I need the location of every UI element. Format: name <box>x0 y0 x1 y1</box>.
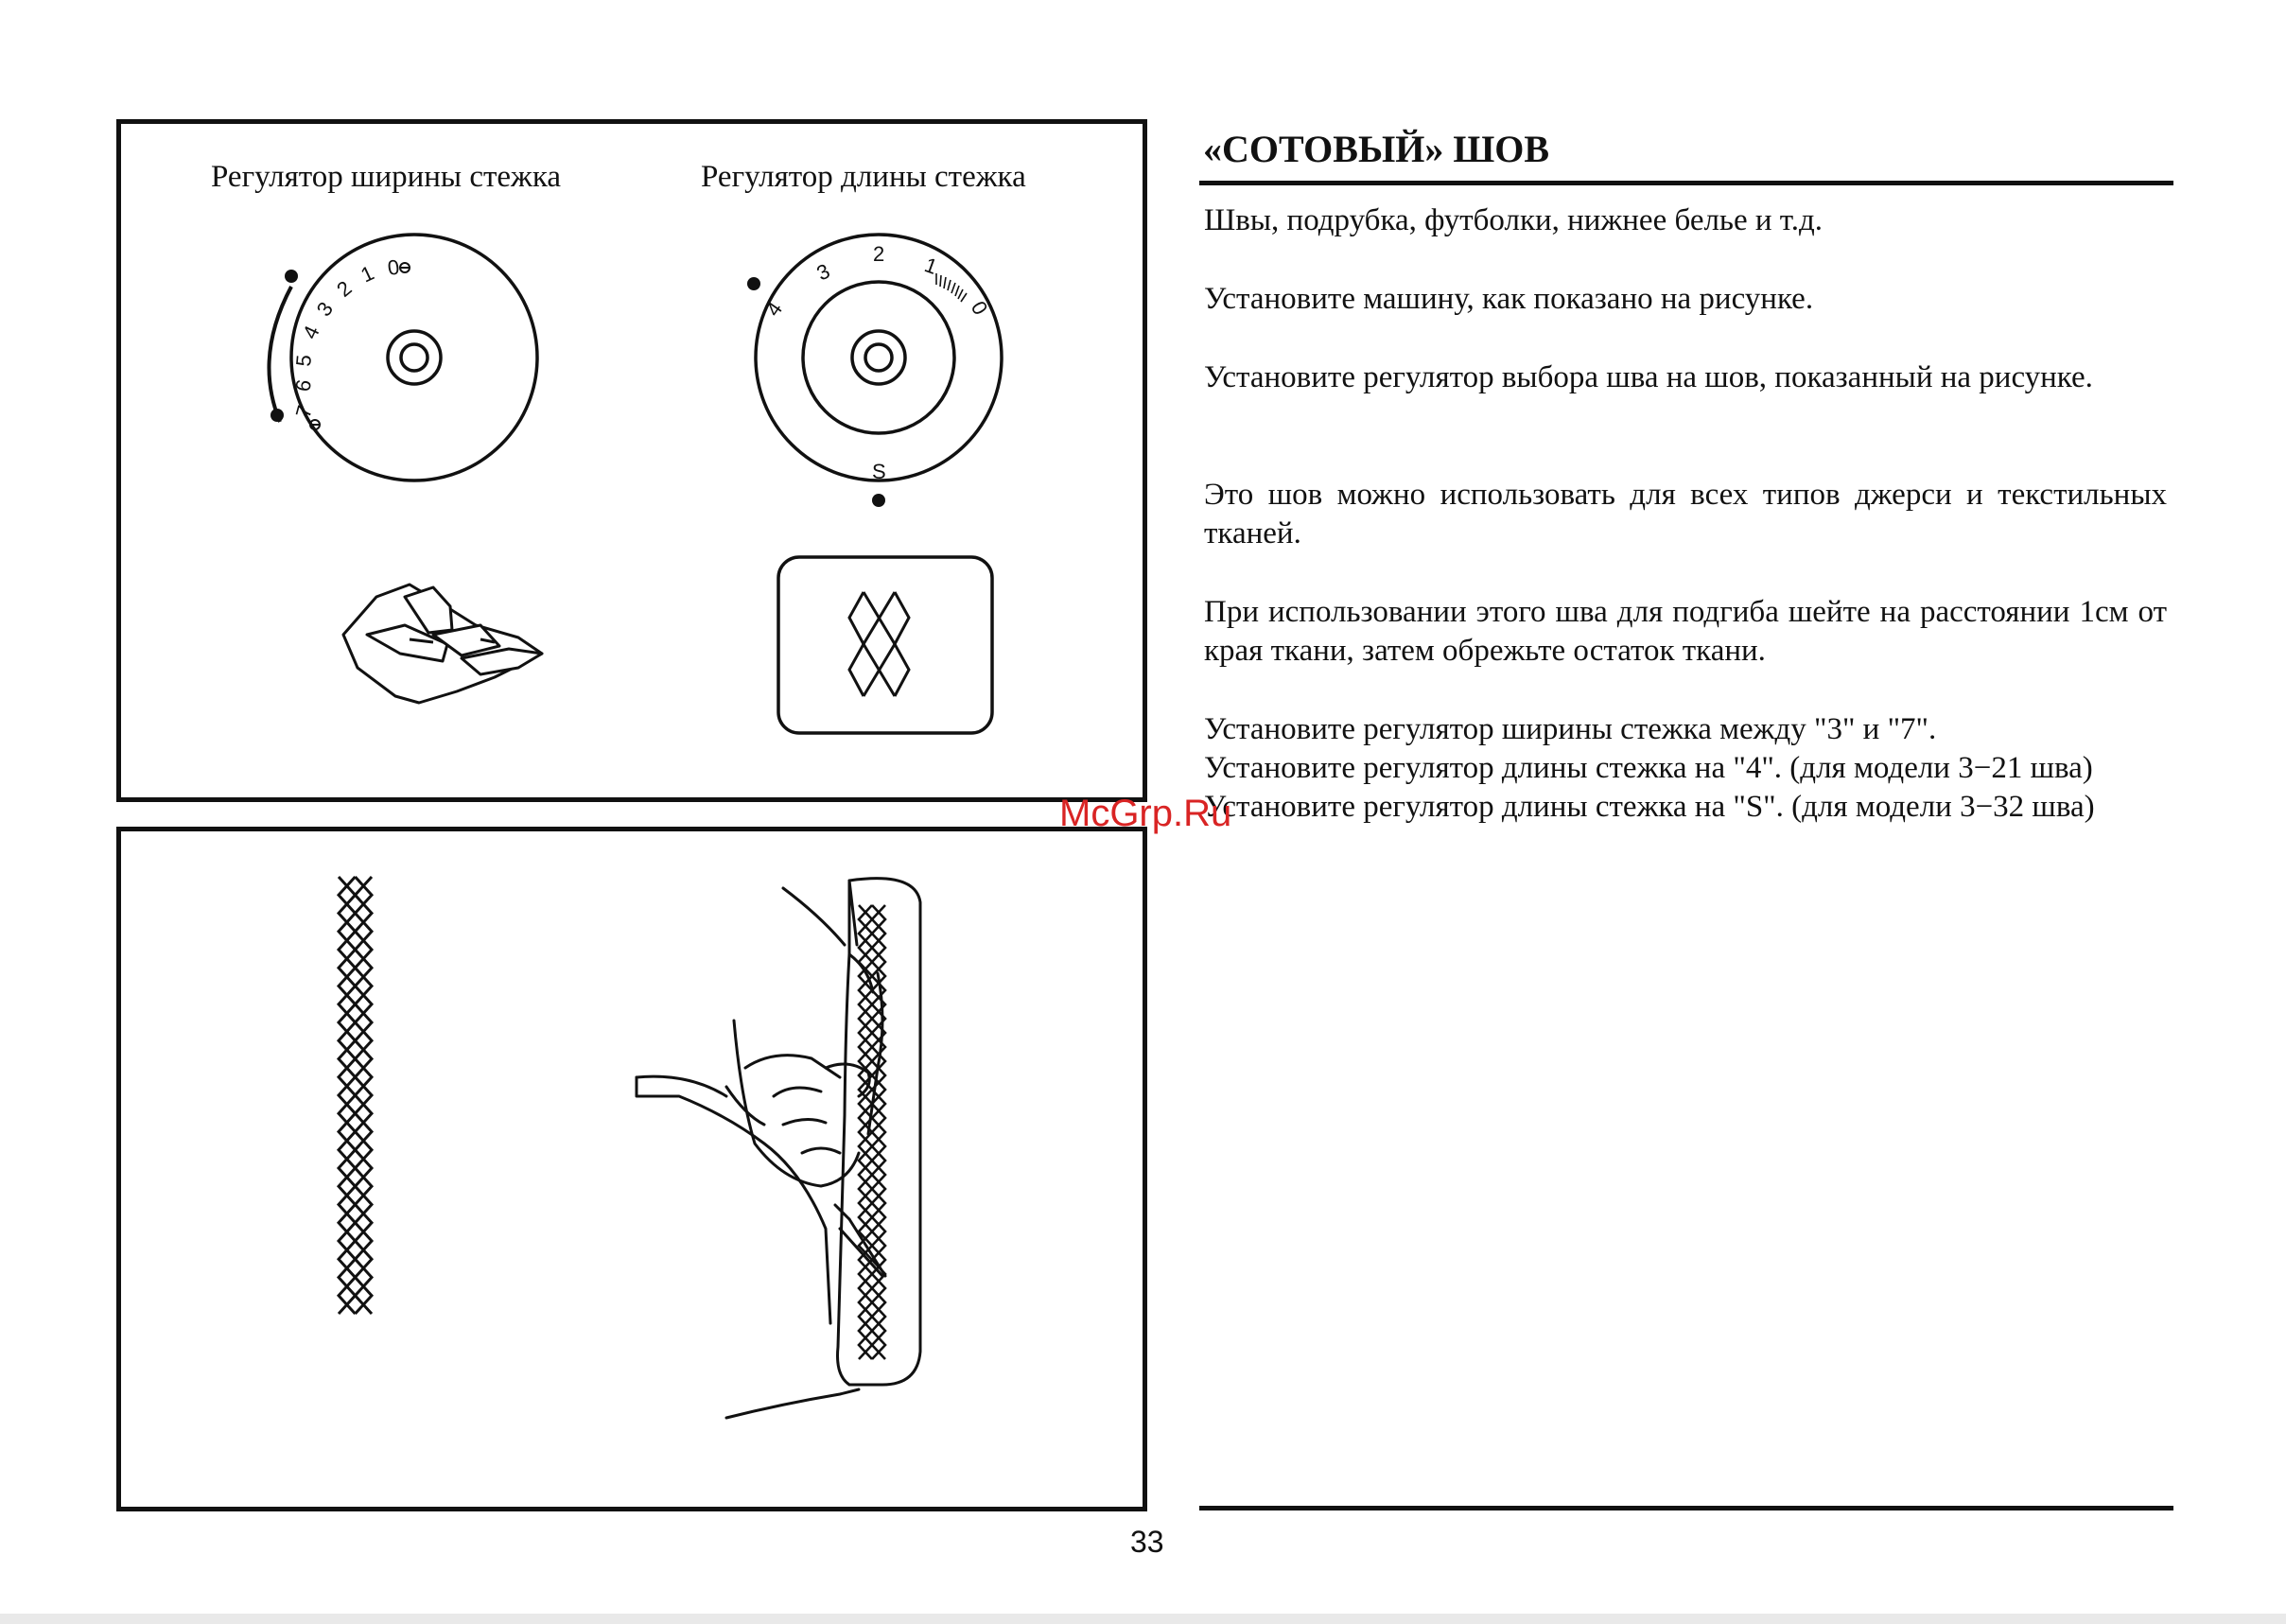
stitch-cell-left <box>859 905 872 934</box>
stitch-cell-right <box>872 905 885 934</box>
setting-length-model-21: Установите регулятор длины стежка на "4". (для модели 3−21 шва) <box>1204 751 2093 785</box>
stitch-cell-left <box>859 1331 872 1359</box>
stitch-cell-left <box>859 1274 872 1302</box>
footer-band <box>0 1614 2286 1624</box>
stitch-cell-right <box>356 1095 373 1132</box>
stitch-cell-right <box>872 1217 885 1246</box>
stitch-cell-left <box>339 1059 356 1096</box>
width-dial-number-4: 4 <box>297 322 324 343</box>
width-dial-number-6: 6 <box>290 377 317 393</box>
paragraph-uses: Швы, подрубка, футболки, нижнее белье и т.д. <box>1204 203 1824 237</box>
stitch-cell-left <box>339 1132 356 1169</box>
stitch-cell-left <box>339 1278 356 1315</box>
stitch-cell-left <box>859 1302 872 1331</box>
width-dial-numbers <box>290 254 401 420</box>
width-dial-label: Регулятор ширины стежка <box>211 160 562 194</box>
length-dial-number-4: 4 <box>760 297 788 321</box>
stitch-cell-left <box>339 1205 356 1242</box>
length-dial-fine-scale <box>936 273 967 302</box>
width-dial-number-3: 3 <box>311 297 339 321</box>
watermark: McGrp.Ru <box>1059 793 1232 834</box>
width-dial-dot-lower <box>270 409 284 422</box>
paragraph-setup: Установите машину, как показано на рисунке. <box>1204 282 1814 316</box>
setting-length-model-32: Установите регулятор длины стежка на "S". (для модели 3−32 шва) <box>1204 790 2095 824</box>
stitch-cell-right <box>356 1278 373 1315</box>
stitch-cell-left <box>859 1132 872 1161</box>
paragraph-hem: При использовании этого шва для подгиба шейте на расстоянии 1см от края ткани, затем обрежьте остаток ткани. <box>1204 595 2167 668</box>
stitch-cell-right <box>356 1205 373 1242</box>
stitch-cell-right <box>356 914 373 951</box>
setting-width: Установите регулятор ширины стежка между "3" и "7". <box>1204 712 1937 746</box>
paragraph-selector: Установите регулятор выбора шва на шов, показанный на рисунке. <box>1204 360 2093 394</box>
stitch-cell-left <box>339 1095 356 1132</box>
length-dial-number-1: 1 <box>921 253 941 279</box>
stitch-cell-left <box>339 1022 356 1059</box>
dial-illustrations <box>121 124 1143 797</box>
stitch-cell-left <box>859 1019 872 1047</box>
bottom-rule <box>1199 1506 2173 1510</box>
title-underline <box>1199 181 2173 185</box>
length-dial-number-3: 3 <box>812 258 834 286</box>
length-dial-label: Регулятор длины стежка <box>701 160 1026 194</box>
section-title: «СОТОВЫЙ» ШОВ <box>1203 128 1550 170</box>
sewing-illustrations <box>121 831 1143 1507</box>
length-dial-dot-left <box>747 277 760 290</box>
edge-honeycomb-stitch <box>859 905 885 1359</box>
settings-figure <box>116 119 1147 802</box>
width-dial-dot-upper <box>285 270 298 283</box>
width-dial-end-marks <box>310 260 410 429</box>
stitch-cell-left <box>339 877 356 914</box>
stitch-cell-right <box>356 1168 373 1205</box>
length-dial-dot-bottom <box>872 494 885 507</box>
length-dial-number-s: S <box>872 460 886 483</box>
stitch-cell-left <box>339 950 356 987</box>
stitch-cell-left <box>859 990 872 1019</box>
stitch-cell-left <box>859 1161 872 1189</box>
width-dial-number-2: 2 <box>332 275 357 302</box>
sewing-figure <box>116 827 1147 1511</box>
stitch-cell-right <box>356 1059 373 1096</box>
stitch-cell-right <box>356 1022 373 1059</box>
stitch-cell-right <box>872 1274 885 1302</box>
stitch-cell-right <box>356 950 373 987</box>
stitch-pattern-window <box>778 557 992 733</box>
width-dial-number-5: 5 <box>291 354 317 368</box>
stitch-cell-right <box>872 1189 885 1217</box>
stitch-cell-left <box>339 987 356 1023</box>
stitch-cell-right <box>356 1241 373 1278</box>
width-dial-number-0: 0 <box>386 254 401 280</box>
paragraph-fabrics: Это шов можно использовать для всех типов джерси и текстильных тканей. <box>1204 478 2167 550</box>
stitch-cell-left <box>339 914 356 951</box>
stitch-cell-left <box>859 1189 872 1217</box>
page-number: 33 <box>1130 1525 1164 1559</box>
stitch-cell-left <box>339 1241 356 1278</box>
stitch-cell-right <box>356 1132 373 1169</box>
stitch-cell-right <box>356 987 373 1023</box>
width-dial-number-7: 7 <box>290 402 318 421</box>
length-dial-number-0: 0 <box>966 297 993 320</box>
honeycomb-stitch-sample <box>339 877 372 1314</box>
stitch-cell-right <box>872 1161 885 1189</box>
stitch-cell-right <box>872 1132 885 1161</box>
zigzag-foot-illustration <box>343 585 542 703</box>
stitch-cell-right <box>872 934 885 962</box>
stitch-cell-left <box>859 934 872 962</box>
stitch-cell-right <box>872 1331 885 1359</box>
stitch-cell-right <box>356 877 373 914</box>
stitch-cell-right <box>872 1302 885 1331</box>
stitch-cell-left <box>339 1168 356 1205</box>
width-dial-number-1: 1 <box>357 260 378 288</box>
stitch-cell-left <box>859 1217 872 1246</box>
length-dial <box>756 235 1002 480</box>
length-dial-number-2: 2 <box>873 242 885 266</box>
stitch-cell-right <box>872 1104 885 1132</box>
